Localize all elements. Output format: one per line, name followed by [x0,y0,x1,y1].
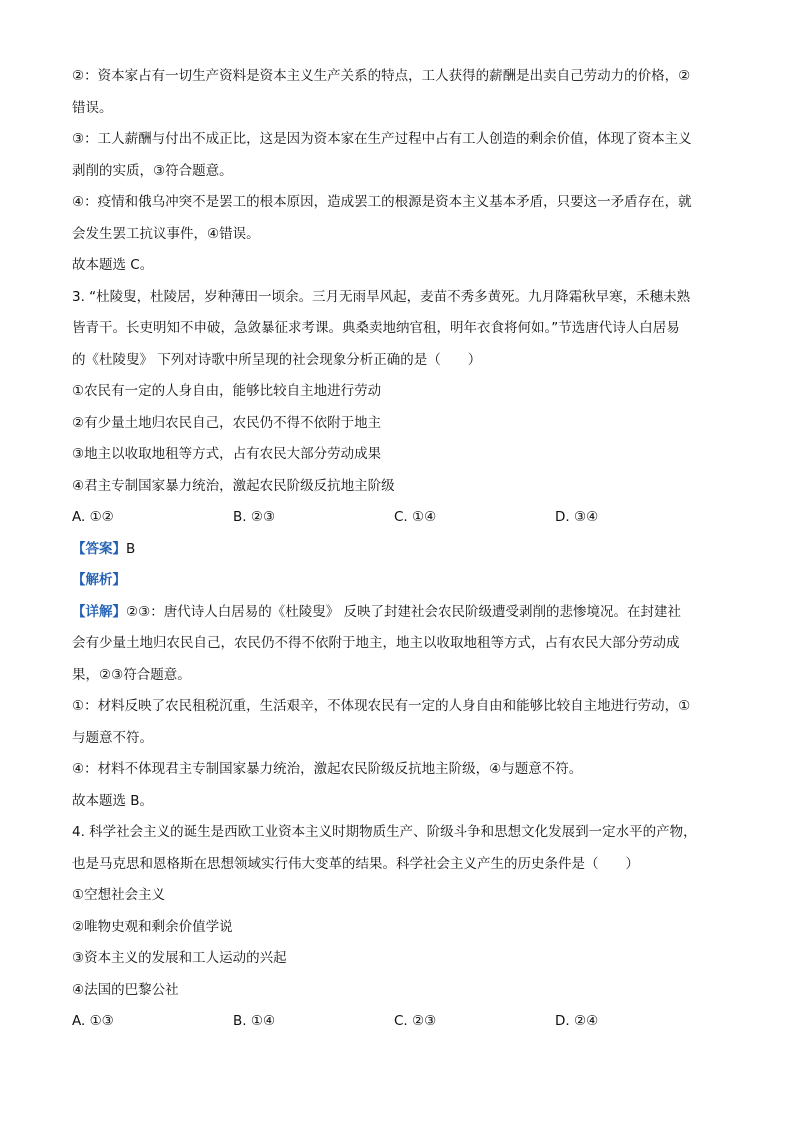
option-a: A. ①③ [72,1013,114,1029]
analysis-line: 剥削的实质，③符合题意。 [72,162,233,179]
detail-line: ①：材料反映了农民租税沉重，生活艰辛，不体现农民有一定的人身自由和能够比较自主地进行劳动，① [72,698,691,714]
question-stem-line: 4. 科学社会主义的诞生是西欧工业资本主义时期物质生产、阶级斗争和思想文化发展到一定水平的产物， [72,824,697,840]
question-stem-line: 也是马克思和恩格斯在思想领域实行伟大变革的结果。科学社会主义产生的历史条件是（ ） [72,855,639,872]
detail-text: ②③：唐代诗人白居易的《杜陵叟》 反映了封建社会农民阶级遭受剥削的悲惨境况。在封建社 [126,603,681,620]
statement-item: ①空想社会主义 [72,887,166,903]
option-a: A. ①② [72,509,114,525]
detail-tag: 【详解】 [72,603,126,620]
answer-value: B [126,540,136,557]
question-4 [72,817,724,1038]
answer-line [72,534,724,566]
answer-options [72,502,724,534]
detail-line [72,597,724,629]
detail-line: 会有少量土地归农民自己，农民仍不得不依附于地主，地主以收取地租等方式，占有农民大部分劳动成 [72,635,680,651]
statement-item: ④法国的巴黎公社 [72,981,179,998]
analysis-line: 错误。 [72,99,113,116]
detail-line: 与题意不符。 [72,729,153,746]
statement-item: ③资本主义的发展和工人运动的兴起 [72,950,287,966]
previous-question-analysis [72,61,724,282]
question-stem-line: 的《杜陵叟》 下列对诗歌中所呈现的社会现象分析正确的是（ ） [72,351,482,368]
option-d: D. ②④ [555,1013,599,1029]
statement-item: ②有少量土地归农民自己，农民仍不得不依附于地主 [72,414,382,431]
detail-line: 果，②③符合题意。 [72,666,191,683]
question-stem-line: 3. “杜陵叟，杜陵居，岁种薄田一顷余。三月无雨旱风起，麦苗不秀多黄死。九月降霜秋早寒，禾穗未熟 [72,288,691,305]
question-stem-line: 皆青干。长吏明知不申破，急敛暴征求考课。典桑卖地纳官租，明年衣食将何如。”节选唐代诗人白居易 [72,320,680,336]
question-3 [72,282,724,818]
analysis-heading [72,565,724,597]
answer-options [72,1006,724,1038]
analysis-line: ③：工人薪酬与付出不成正比，这是因为资本家在生产过程中占有工人创造的剩余价值，体现了资本主义 [72,131,692,147]
option-b: B. ②③ [233,509,276,525]
answer-tag: 【答案】 [72,540,126,557]
document-page [72,61,724,1038]
option-c: C. ①④ [394,509,437,525]
statement-item: ①农民有一定的人身自由，能够比较自主地进行劳动 [72,383,382,399]
statement-item: ②唯物史观和剩余价值学说 [72,918,233,935]
conclusion-line: 故本题选 B。 [72,792,154,809]
conclusion-line: 故本题选 C。 [72,257,154,273]
statement-item: ④君主专制国家暴力统治，激起农民阶级反抗地主阶级 [72,477,395,494]
statement-item: ③地主以收取地租等方式，占有农民大部分劳动成果 [72,446,382,462]
detail-line: ④：材料不体现君主专制国家暴力统治，激起农民阶级反抗地主阶级，④与题意不符。 [72,761,583,777]
analysis-line: ②：资本家占有一切生产资料是资本主义生产关系的特点，工人获得的薪酬是出卖自己劳动力的价格，② [72,68,691,84]
option-b: B. ①④ [233,1013,276,1029]
analysis-line: 会发生罢工抗议事件，④错误。 [72,225,260,242]
analysis-line: ④：疫情和俄乌冲突不是罢工的根本原因，造成罢工的根源是资本主义基本矛盾，只要这一矛盾存在，就 [72,194,692,210]
analysis-tag: 【解析】 [72,572,126,588]
option-d: D. ③④ [555,509,599,525]
option-c: C. ②③ [394,1013,437,1029]
